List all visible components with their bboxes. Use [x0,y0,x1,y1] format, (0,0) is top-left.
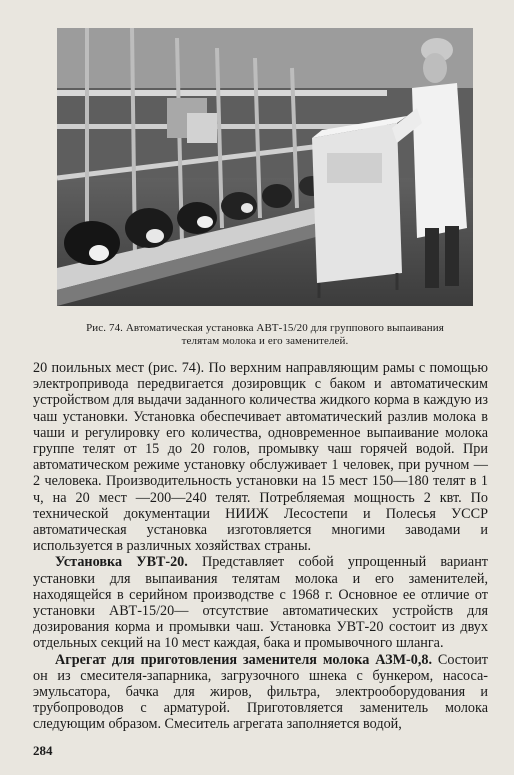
paragraph-3-text: Состоит он из смесителя-запарника, загрузочного шнека с бункером, насоса-эмульсатора, бачка для жиров, фильтра, электрооборудования и трубопроводов с арматурой. Приготовляется заменитель молока следующим образом. Смеситель агрегата заполняется водой, [33,651,488,733]
calf-feeding-installation-photo [57,28,473,306]
caption-line-2: телятам молока и его заменителей. [181,335,349,347]
page-number: 284 [33,743,53,758]
body-text [33,360,488,733]
paragraph-3-lead: Агрегат для приготовления заменителя молока АЗМ-0,8. [55,651,433,668]
paragraph-3 [33,652,488,733]
paragraph-2 [33,554,488,651]
figure-photo [57,28,473,306]
figure-caption [40,322,490,348]
paragraph-2-text: Представляет собой упрощенный вариант установки для выпаивания телятам молока и его заменителей, находящейся в серийном производстве с 1968 г. Основное ее отличие от установки АВТ-15/20— отсутствие автоматических устройств для дозирования корма и промывки чаш. Установка УВТ-20 состоит из двух отдельных секций на 10 мест каждая, бака и промывочного шланга. [33,554,488,652]
paragraph-2-lead: Установка УВТ-20. [55,554,188,571]
paragraph-1 [33,360,488,554]
paragraph-1-text: 20 поильных мест (рис. 74). По верхним направляющим рамы с помощью электропривода передвигается дозировщик с баком и автоматическим устройством для выдачи заданного количества жидкого корма в каждую из чаш установки. Установка обеспечивает автоматический разлив молока в чаши и регулировку его количества, одновременное выпаивание молока группе телят от 15 до 20 голов, промывку чаш горячей водой. При автоматическом режиме установку обслуживает 1 человек, при ручном —2 человека. Производительность установки на 15 мест 150—180 телят в 1 ч, на 20 мест —200—240 телят. Потребляемая мощность 2 квт. По технической документации НИИЖ Лесостепи и Полесья УССР автоматическая установка изготовляется многими заводами и используется в различных хозяйствах страны. [33,360,488,555]
caption-line-1: Рис. 74. Автоматическая установка АВТ-15/20 для группового выпаивания [86,322,444,334]
